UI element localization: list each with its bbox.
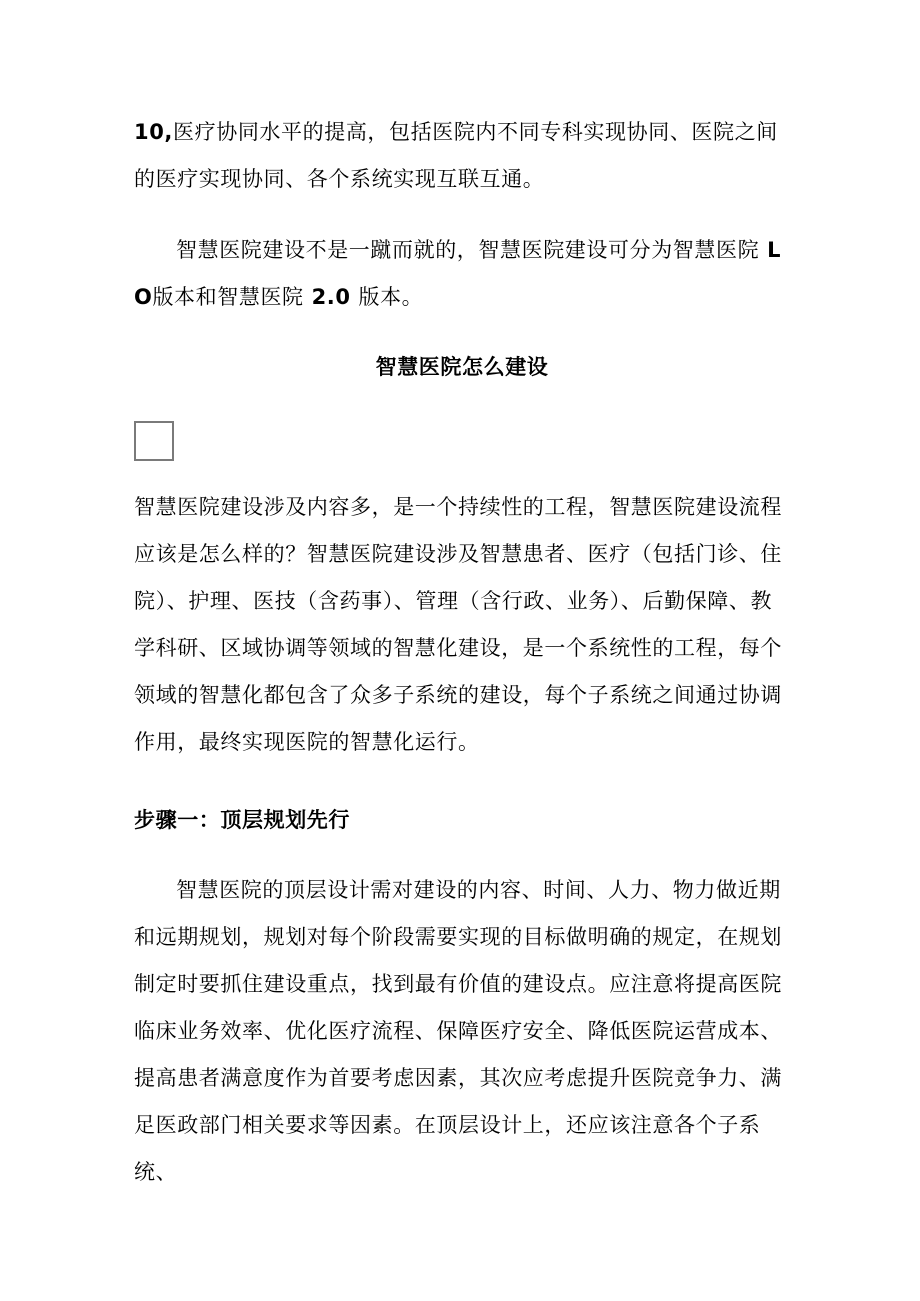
paragraph-2-part3: 版本。 xyxy=(358,285,424,309)
paragraph-1 xyxy=(134,109,790,203)
paragraph-2 xyxy=(134,227,790,321)
paragraph-4: 智慧医院的顶层设计需对建设的内容、时间、人力、物力做近期和远期规划，规划对每个阶段需要实现的目标做明确的规定，在规划制定时要抓住建设重点，找到最有价值的建设点。应注意将提高医院临床业务效率、优化医疗流程、保障医疗安全、降低医院运营成本、提高患者满意度作为首要考虑因素，其次应考虑提升医院竞争力、满足医政部门相关要求等因素。在顶层设计上，还应该注意各个子系统、 xyxy=(134,878,782,1184)
paragraph-2-bold1: LO xyxy=(134,238,782,309)
section-heading-step-one: 步骤一：顶层规划先行 xyxy=(134,808,350,832)
paragraph-1-text: 医疗协同水平的提高，包括医院内不同专科实现协同、医院之间的医疗实现协同、各个系统实现互联互通。 xyxy=(134,120,778,191)
paragraph-2-part1: 智慧医院建设不是一蹴而就的，智慧医院建设可分为智慧医院 xyxy=(176,238,760,262)
paragraph-3: 智慧医院建设涉及内容多，是一个持续性的工程，智慧医院建设流程应该是怎么样的？智慧医院建设涉及智慧患者、医疗（包括门诊、住院）、护理、医技（含药事）、管理（含行政、业务）、后勤保障、教学科研、区域协调等领域的智慧化建设，是一个系统性的工程，每个领域的智慧化都包含了众多子系统的建设，每个子系统之间通过协调作用，最终实现医院的智慧化运行。 xyxy=(134,495,782,754)
paragraph-2-bold2: 2.0 xyxy=(303,285,359,309)
image-placeholder-icon xyxy=(134,421,174,461)
paragraph-1-number: 10, xyxy=(134,120,174,144)
section-heading-how-to-build: 智慧医院怎么建设 xyxy=(375,355,549,379)
paragraph-2-part2: 版本和智慧医院 xyxy=(152,285,304,309)
